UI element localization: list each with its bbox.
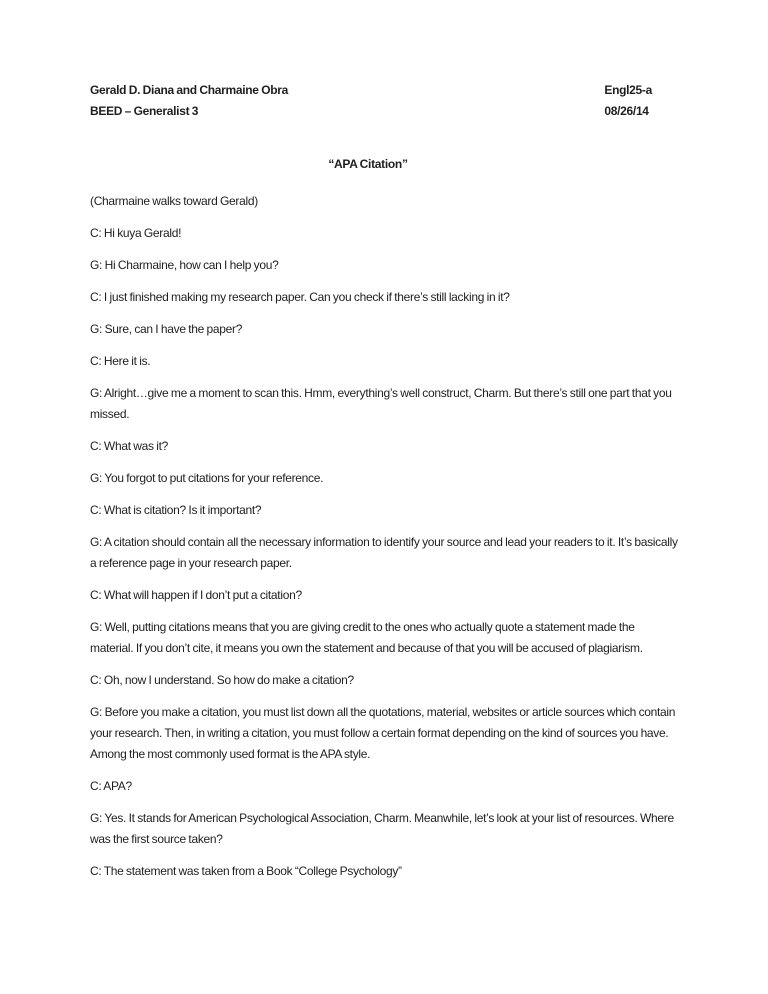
dialogue-line: C: The statement was taken from a Book “College Psychology” [90, 864, 402, 878]
dialogue-line: G: A citation should contain all the necessary information to identify your source and lead your readers to it. It’s basically a reference page in your research paper. [90, 535, 678, 570]
document-title: “APA Citation” [328, 157, 408, 171]
course-code: Engl25-a [604, 83, 652, 97]
dialogue-line: G: Sure, can I have the paper? [90, 322, 243, 336]
date-line: 08/26/14 [604, 104, 649, 118]
dialogue-line: C: What was it? [90, 439, 169, 453]
author-line: Gerald D. Diana and Charmaine Obra [90, 83, 289, 97]
dialogue-line: C: What will happen if I don’t put a citation? [90, 588, 302, 602]
dialogue-line: G: Before you make a citation, you must list down all the quotations, material, websites or article sources which contain your research. Then, in writing a citation, you must follow a certain format depending on the kind of sources you have. Among the most commonly used format is the APA style. [90, 705, 676, 761]
header-right-block [604, 80, 680, 122]
stage-direction: (Charmaine walks toward Gerald) [90, 194, 258, 208]
dialogue-line: G: Well, putting citations means that you are giving credit to the ones who actually quote a statement made the material. If you don’t cite, it means you own the statement and because of that you will be accused of plagiarism. [90, 620, 643, 655]
document-body [90, 191, 680, 882]
dialogue-line: C: What is citation? Is it important? [90, 503, 262, 517]
dialogue-line: C: Hi kuya Gerald! [90, 226, 182, 240]
dialogue-line: G: Alright…give me a moment to scan this. Hmm, everything’s well construct, Charm. But there’s still one part that you missed. [90, 386, 672, 421]
dialogue-line: C: I just finished making my research paper. Can you check if there’s still lacking in it? [90, 290, 510, 304]
header-left-block [90, 80, 288, 122]
dialogue-line: G: Hi Charmaine, how can I help you? [90, 258, 279, 272]
dialogue-line: C: Oh, now I understand. So how do make a citation? [90, 673, 354, 687]
dialogue-line: G: You forgot to put citations for your reference. [90, 471, 324, 485]
dialogue-line: C: Here it is. [90, 354, 151, 368]
dialogue-line: C: APA? [90, 779, 132, 793]
document-header [90, 80, 680, 122]
dialogue-line: G: Yes. It stands for American Psychological Association, Charm. Meanwhile, let’s look at your list of resources. Where was the first source taken? [90, 811, 674, 846]
class-line: BEED – Generalist 3 [90, 104, 199, 118]
